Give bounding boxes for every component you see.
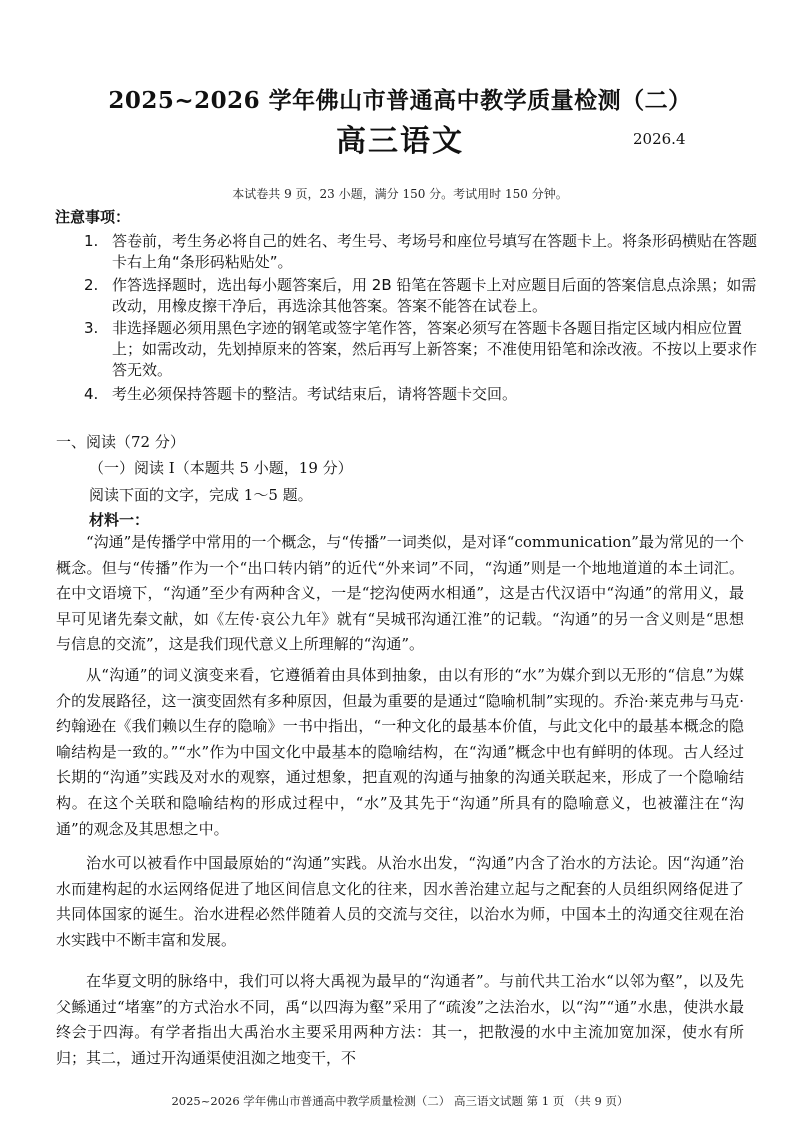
sub-heading: （一）阅读 I（本题共 5 小题，19 分） <box>89 459 353 477</box>
passage-paragraph: 从“沟通”的词义演变来看，它遵循着由具体到抽象，由以有形的“水”为媒介到以无形的“信息”为媒介的发展路径，这一演变固然有多种原因，但最为重要的是通过“隐喻机制”实现的。乔治·莱克弗与马克·约翰逊在《我们赖以生存的隐喻》一书中指出，“一种文化的最基本价值，与此文化中的最基本概念的隐喻结构是一致的。”“水”作为中国文化中最基本的隐喻结构，在“沟通”概念中也有鲜明的体现。古人经过长期的“沟通”实践及对水的观察，通过想象，把直观的沟通与抽象的沟通关联起来，形成了一个隐喻结构。在这个关联和隐喻结构的形成过程中，“水”及其先于“沟通”所具有的隐喻意义，也被灌注在“沟通”的观念及其思想之中。 <box>56 666 744 838</box>
notice-text: 考生必须保持答题卡的整洁。考试结束后，请将答题卡交回。 <box>112 385 518 403</box>
notice-heading: 注意事项： <box>55 208 131 226</box>
passage-paragraph: 治水可以被看作中国最原始的“沟通”实践。从治水出发，“沟通”内含了治水的方法论。因“沟通”治水而建构起的水运网络促进了地区间信息文化的往来，因水善治建立起与之配套的人员组织网络促进了共同体国家的诞生。治水进程必然伴随着人员的交流与交往，以治水为师，中国本土的沟通交往观在治水实践中不断丰富和发展。 <box>56 854 744 949</box>
notice-text: 非选择题必须用黑色字迹的钢笔或签字笔作答，答案必须写在答题卡各题目指定区域内相应位置上；如需改动，先划掉原来的答案，然后再写上新答案；不准使用铅笔和涂改液。不按以上要求作答无效。 <box>112 319 758 379</box>
exam-date: 2026.4 <box>633 130 686 148</box>
notice-item <box>84 318 764 381</box>
exam-title: 2025~2026 学年佛山市普通高中教学质量检测（二） <box>108 87 692 114</box>
notice-item <box>84 384 764 405</box>
notice-text: 作答选择题时，选出每小题答案后，用 2B 铅笔在答题卡上对应题目后面的答案信息点涂黑；如需改动，用橡皮擦干净后，再选涂其他答案。答案不能答在试卷上。 <box>112 276 757 315</box>
notice-item <box>84 275 764 317</box>
notice-number: 3. <box>84 319 99 337</box>
section-heading: 一、阅读（72 分） <box>56 433 185 451</box>
subject-title: 高三语文 <box>336 124 464 159</box>
passage-paragraph: “沟通”是传播学中常用的一个概念，与“传播”一词类似，是对译“communication”最为常见的一个概念。但与“传播”作为一个“出口转内销”的近代“外来词”不同，“沟通”则是一个地地道道的本土词汇。在中文语境下，“沟通”至少有两种含义，一是“挖沟使两水相通”，这是古代汉语中“沟通”的常用义，最早可见诸先秦文献，如《左传·哀公九年》就有“吴城邗沟通江淮”的记载。“沟通”的另一含义则是“思想与信息的交流”，这是我们现代意义上所理解的“沟通”。 <box>56 533 744 654</box>
page-footer: 2025~2026 学年佛山市普通高中教学质量检测（二） 高三语文试题 第 1 页 （共 9 页） <box>171 1094 629 1108</box>
notice-number: 1. <box>84 232 99 250</box>
notice-number: 2. <box>84 276 99 294</box>
exam-info: 本试卷共 9 页，23 小题，满分 150 分。考试用时 150 分钟。 <box>232 187 568 201</box>
passage-paragraph: 在华夏文明的脉络中，我们可以将大禹视为最早的“沟通者”。与前代共工治水“以邻为壑”，以及先父鲧通过“堵塞”的方式治水不同，禹“以四海为壑”采用了“疏浚”之法治水，以“沟”“通”水患，使洪水最终会于四海。有学者指出大禹治水主要采用两种方法：其一，把散漫的水中主流加宽加深，使水有所归；其二，通过开沟通渠使沮洳之地变干，不 <box>56 972 744 1067</box>
notice-number: 4. <box>84 385 99 403</box>
notice-text: 答卷前，考生务必将自己的姓名、考生号、考场号和座位号填写在答题卡上。将条形码横贴在答题卡右上角“条形码粘贴处”。 <box>112 232 758 271</box>
material-label: 材料一： <box>89 511 150 529</box>
notice-item <box>84 231 764 273</box>
instruction: 阅读下面的文字，完成 1～5 题。 <box>89 486 313 504</box>
